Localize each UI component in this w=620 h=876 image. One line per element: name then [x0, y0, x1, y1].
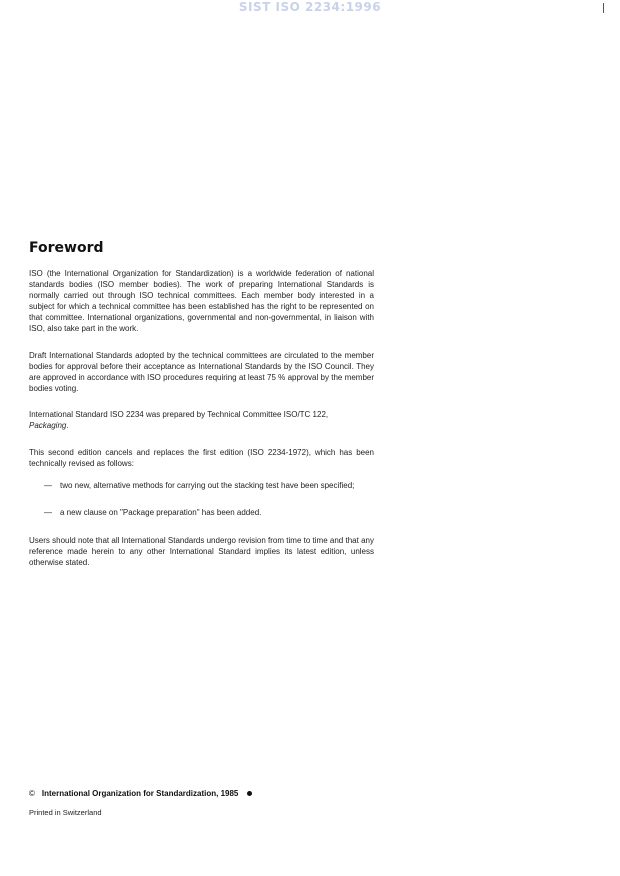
committee-name: Packaging [29, 421, 67, 430]
section-heading: Foreword [29, 240, 104, 256]
prepared-by-text: International Standard ISO 2234 was prepared by Technical Committee ISO/TC 122, [29, 410, 329, 419]
paragraph-revision-note: Users should note that all International Standards undergo revision from time to time and that any reference made herein to any other International Standard implies its latest edition, unless otherwise stated. [29, 536, 374, 567]
bullet-icon [247, 791, 252, 796]
list-item-text: a new clause on "Package preparation" has been added. [60, 508, 262, 517]
list-item [44, 480, 374, 491]
copyright-line [29, 789, 252, 798]
list-dash: — [44, 481, 52, 490]
crop-mark [603, 3, 604, 13]
paragraph-iso-intro: ISO (the International Organization for Standardization) is a worldwide federation of national standards bodies (ISO member bodies). The work of preparing International Standards is normally carried out through ISO technical committees. Each member body interested in a subject for which a technical committee has been established has the right to be represented on that committee. International organizations, governmental and non-governmental, in liaison with ISO, also take part in the work. [29, 269, 374, 333]
paragraph-edition-note: This second edition cancels and replaces the first edition (ISO 2234-1972), which has been technically revised as follows: [29, 448, 374, 468]
printed-in: Printed in Switzerland [29, 808, 102, 817]
paragraph-draft-standards: Draft International Standards adopted by the technical committees are circulated to the member bodies for approval before their acceptance as International Standards by the ISO Council. They are approved in accordance with ISO procedures requiring at least 75 % approval by the member bodies voting. [29, 351, 374, 393]
list-item [44, 507, 374, 518]
copyright-text: International Organization for Standardization, 1985 [41, 789, 239, 798]
list-dash: — [44, 508, 52, 517]
prepared-by-period: . [66, 421, 69, 430]
watermark-header: SIST ISO 2234:1996 [238, 0, 382, 14]
paragraph-prepared-by [29, 409, 374, 431]
copyright-symbol: © [29, 789, 35, 798]
list-item-text: two new, alternative methods for carrying out the stacking test have been specified; [60, 481, 355, 490]
